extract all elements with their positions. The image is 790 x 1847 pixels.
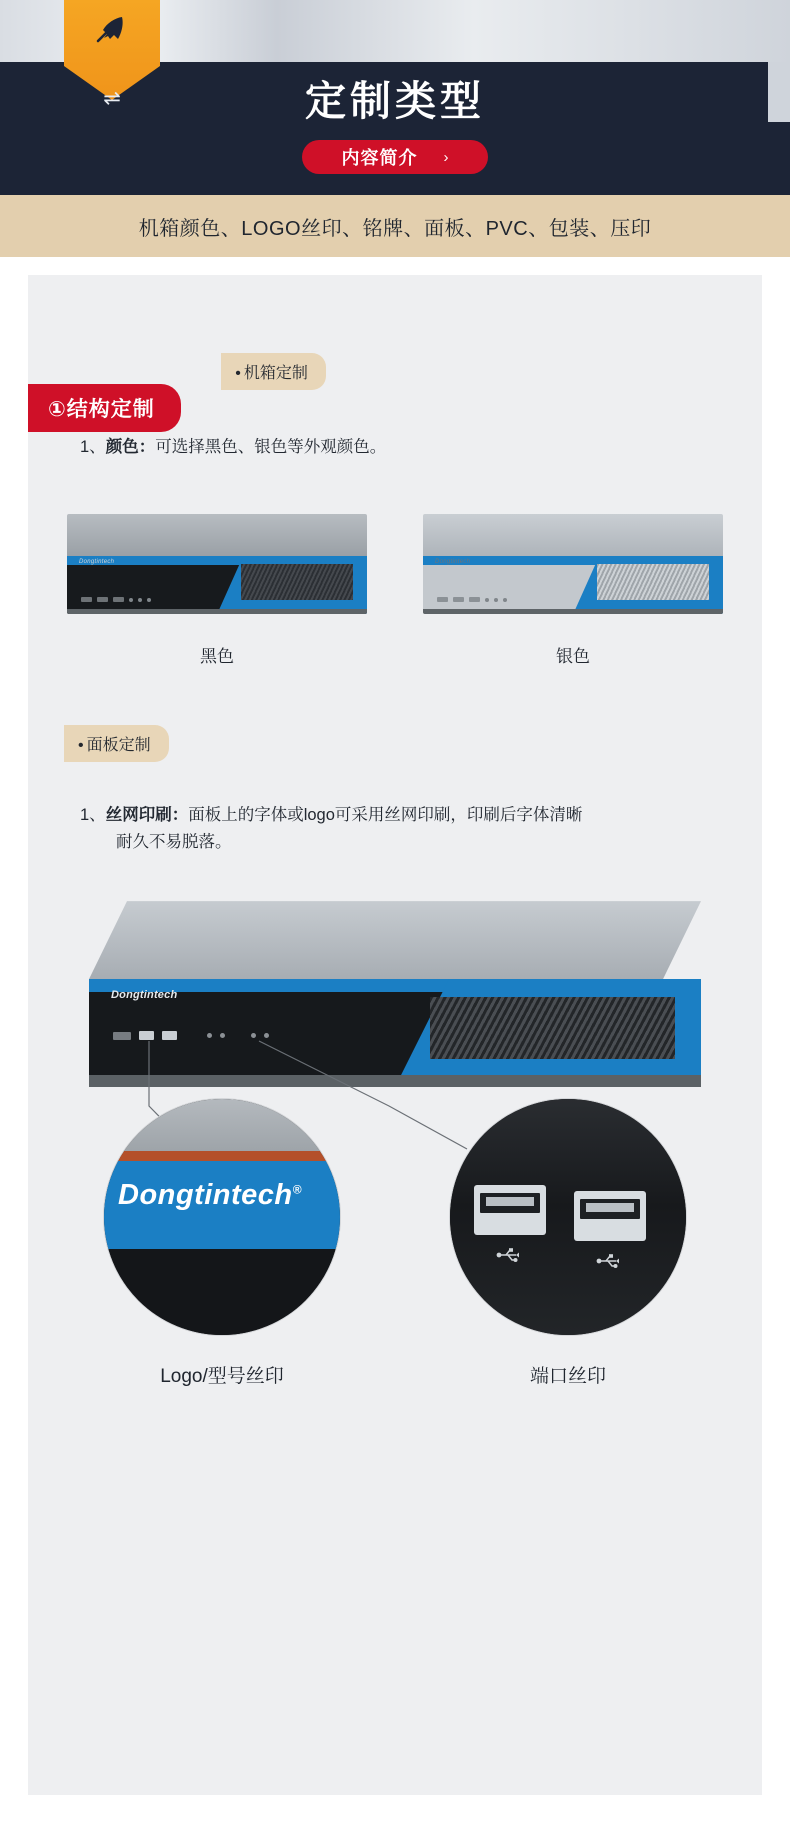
brand-logo-text — [118, 1179, 302, 1212]
subsection-tag-panel — [64, 725, 169, 762]
chassis-base-black — [67, 609, 367, 614]
chassis-color-figures — [28, 514, 762, 667]
chassis-image-silver — [423, 514, 723, 614]
big-chassis-ports — [113, 1031, 269, 1040]
zoom-circle-logo — [104, 1099, 340, 1335]
chassis-led-icon — [138, 598, 142, 602]
chassis-top-black — [67, 514, 367, 556]
zoom-figure-logo — [104, 1099, 340, 1388]
intro-button[interactable] — [302, 140, 488, 174]
page-header — [0, 0, 790, 195]
chassis-logo-black: Dongtintech — [79, 559, 115, 566]
chassis-color-paragraph — [80, 434, 762, 460]
chassis-vent-silver — [597, 564, 709, 600]
zoom-figure-ports — [450, 1099, 686, 1388]
panel-silkscreen-paragraph-line2 — [116, 829, 762, 855]
zoom-logo-orange-band — [104, 1151, 340, 1161]
chassis-color-text: 可选择黑色、银色等外观颜色。 — [155, 438, 387, 456]
chassis-port-icon — [469, 597, 480, 602]
intro-button-label: 内容简介 — [341, 148, 418, 168]
usb-connector-icon — [574, 1191, 646, 1241]
panel-silkscreen-lead: 丝网印刷： — [105, 806, 189, 825]
rocket-icon — [64, 14, 160, 50]
panel-silkscreen-text2: 耐久不易脱落。 — [116, 832, 232, 851]
big-chassis-image — [89, 901, 701, 1087]
chassis-image-black — [67, 514, 367, 614]
chassis-led-icon — [494, 598, 498, 602]
chassis-ports-black — [81, 597, 151, 602]
chassis-figure-silver — [423, 514, 723, 667]
panel-bottom-spacer — [28, 1388, 762, 1448]
chassis-led-icon — [503, 598, 507, 602]
panel-silkscreen-number: 1、 — [80, 806, 106, 825]
chassis-led-icon — [129, 598, 133, 602]
chassis-ports-silver — [437, 597, 507, 602]
usb-symbol-icon — [596, 1253, 622, 1274]
power-led-icon — [207, 1033, 212, 1038]
subsection-tag-panel-label: 面板定制 — [86, 737, 151, 755]
zoom-caption-logo: Logo/型号丝印 — [160, 1366, 284, 1388]
power-button-icon[interactable] — [264, 1033, 269, 1038]
big-chassis-logo: Dongtintech — [111, 989, 178, 1002]
section-tag-structure: ①结构定制 — [28, 384, 181, 432]
usb-tongue — [586, 1203, 634, 1212]
chassis-base-silver — [423, 609, 723, 614]
brand-registered-mark: ® — [292, 1182, 302, 1197]
chassis-figure-black — [67, 514, 367, 667]
subsection-tag-chassis-label: 机箱定制 — [243, 365, 308, 382]
hdd-led-icon — [220, 1033, 225, 1038]
page-title: 定制类型 — [305, 78, 485, 124]
header-subtitle — [0, 195, 790, 257]
chassis-led-icon — [147, 598, 151, 602]
big-chassis-top — [89, 901, 701, 979]
audio-port-icon — [113, 1032, 131, 1040]
chassis-port-icon — [437, 597, 448, 602]
subsection-tag-chassis — [221, 353, 326, 390]
chassis-top-silver — [423, 514, 723, 556]
usb-connector-icon — [474, 1185, 546, 1235]
chassis-caption-black: 黑色 — [200, 647, 234, 667]
zoom-circle-ports — [450, 1099, 686, 1335]
chassis-color-lead: 颜色： — [105, 438, 156, 456]
silkscreen-zoom-figures — [28, 1099, 762, 1388]
content-area — [0, 257, 790, 1795]
usb-symbol-icon — [496, 1247, 522, 1268]
section-panel — [28, 275, 762, 1795]
chassis-port-icon — [97, 597, 108, 602]
chassis-vent-black — [241, 564, 353, 600]
reset-button-icon[interactable] — [251, 1033, 256, 1038]
zoom-logo-gray-band — [104, 1099, 340, 1151]
chassis-color-number: 1、 — [80, 438, 106, 456]
panel-figure-wrap — [89, 901, 701, 1087]
ribbon-sub-icon: ⇌ — [103, 87, 121, 110]
usb-tongue — [486, 1197, 534, 1206]
usb-port-icon — [162, 1031, 177, 1040]
brand-logo-name: Dongtintech — [118, 1179, 293, 1212]
big-chassis-vent — [430, 997, 675, 1059]
big-chassis-base — [89, 1075, 701, 1087]
header-subtitle-text: 机箱颜色、LOGO丝印、铭牌、面板、PVC、包装、压印 — [138, 217, 652, 240]
zoom-logo-black-band — [104, 1249, 340, 1335]
zoom-caption-ports: 端口丝印 — [529, 1366, 606, 1388]
panel-silkscreen-paragraph — [80, 802, 762, 828]
bullet-dot-icon: • — [235, 365, 241, 382]
bullet-dot-icon: • — [78, 737, 84, 755]
chassis-port-icon — [81, 597, 92, 602]
panel-silkscreen-text: 面板上的字体或logo可采用丝网印刷，印刷后字体清晰 — [188, 806, 583, 825]
chassis-port-icon — [113, 597, 124, 602]
chassis-led-icon — [485, 598, 489, 602]
chevron-right-icon: › — [443, 148, 449, 166]
chassis-caption-silver: 银色 — [556, 647, 590, 667]
usb-port-icon — [139, 1031, 154, 1040]
chassis-logo-silver: Dongtintech — [435, 559, 471, 566]
chassis-port-icon — [453, 597, 464, 602]
